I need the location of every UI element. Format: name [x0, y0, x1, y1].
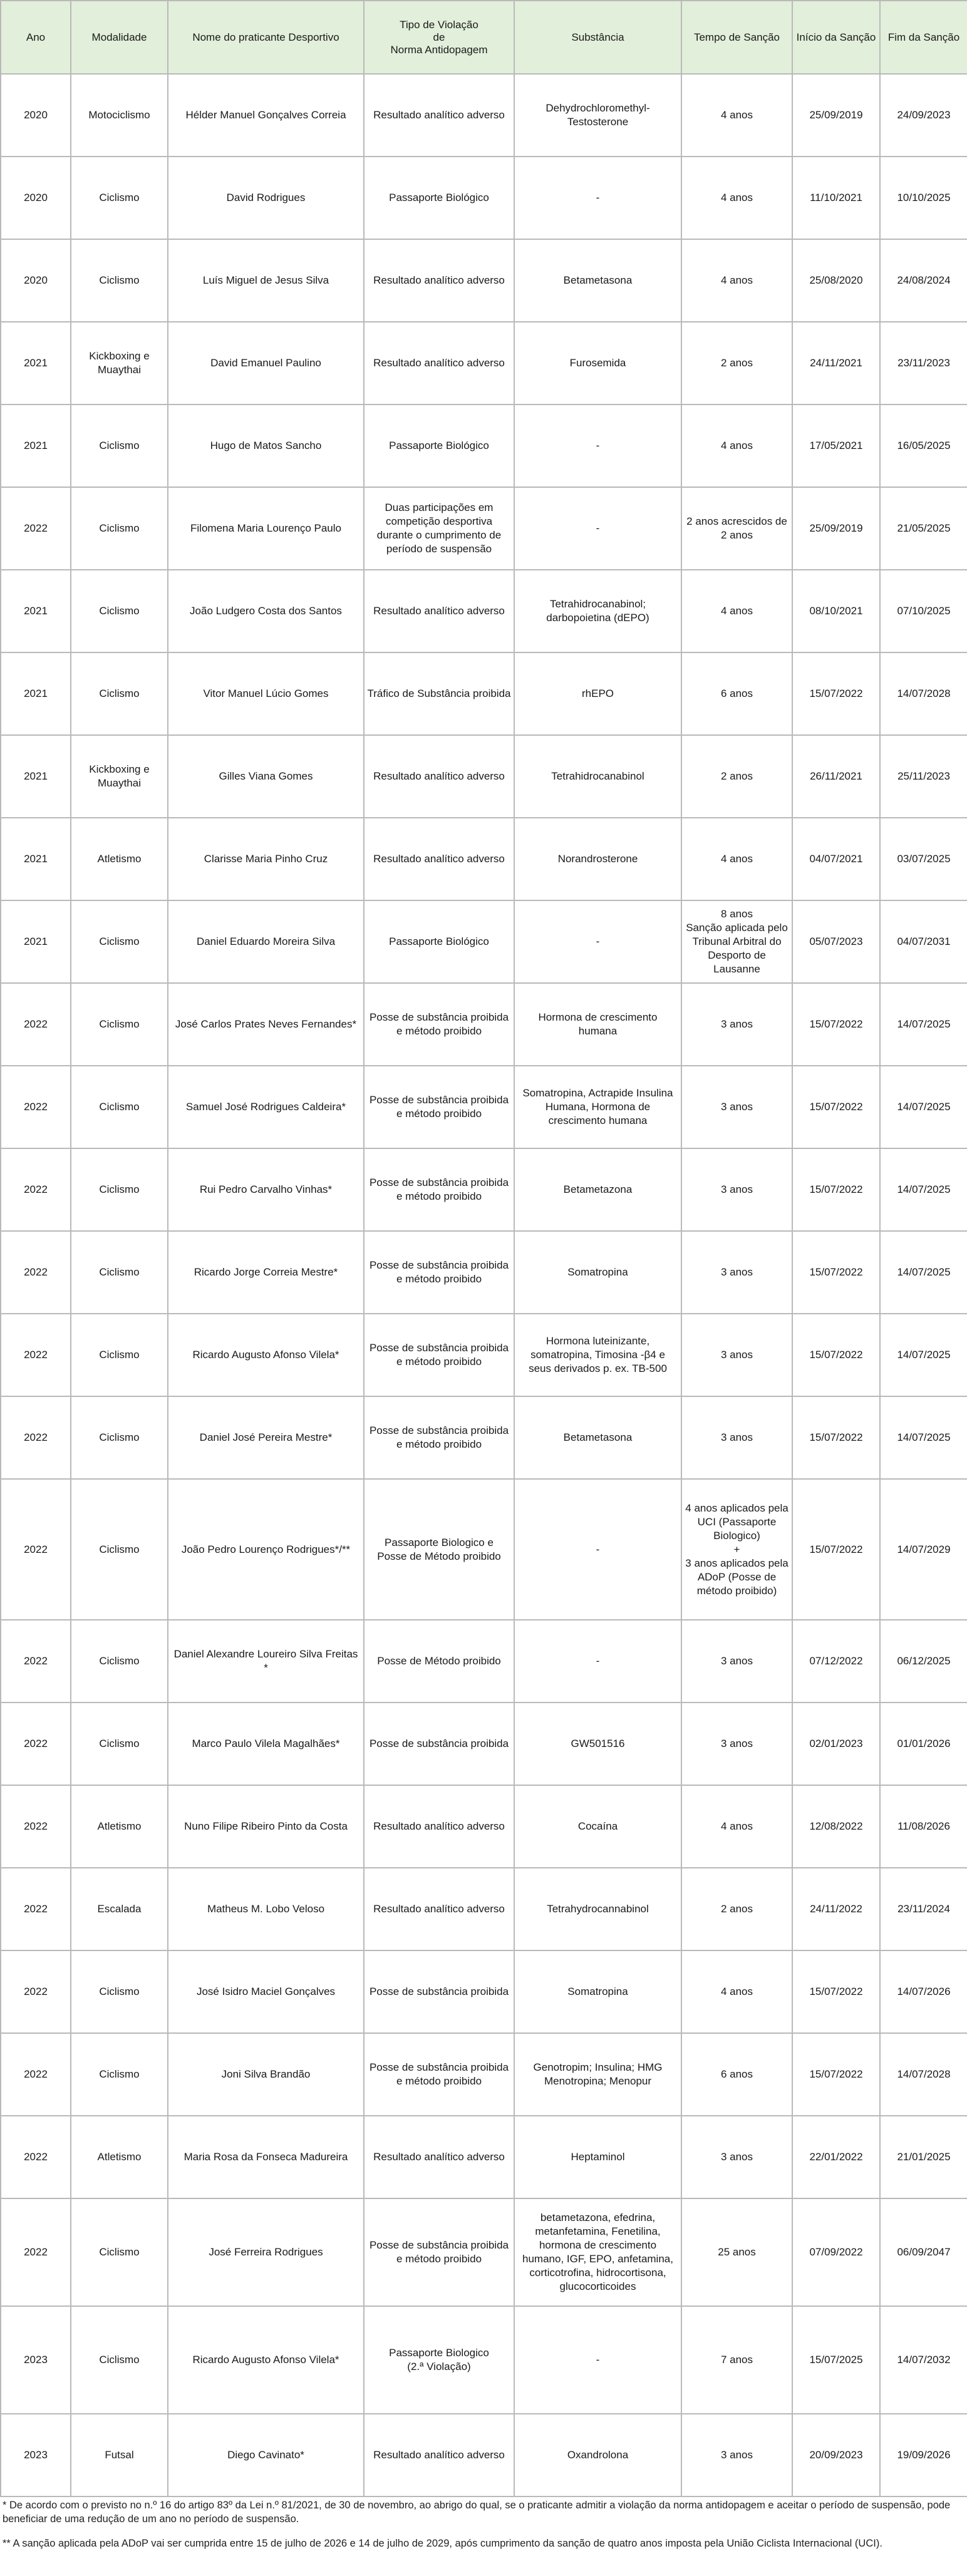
cell-inicio: 15/07/2022: [792, 1396, 880, 1479]
cell-fim: 06/12/2025: [880, 1620, 967, 1703]
cell-modalidade: Atletismo: [71, 1785, 168, 1868]
header-row: [1, 1, 967, 74]
table-row: [1, 1066, 967, 1148]
cell-nome: José Isidro Maciel Gonçalves: [168, 1950, 364, 2033]
table-row: [1, 2116, 967, 2198]
cell-tipo: Posse de substância proibida e método proibido: [364, 1066, 514, 1148]
cell-tempo: 4 anos: [681, 1785, 792, 1868]
cell-tipo: Resultado analítico adverso: [364, 239, 514, 322]
cell-tipo: Resultado analítico adverso: [364, 818, 514, 900]
cell-modalidade: Ciclismo: [71, 1314, 168, 1396]
cell-tempo: 4 anos: [681, 239, 792, 322]
cell-modalidade: Ciclismo: [71, 404, 168, 487]
cell-tempo: 3 anos: [681, 1396, 792, 1479]
cell-fim: 24/08/2024: [880, 239, 967, 322]
cell-nome: Marco Paulo Vilela Magalhães*: [168, 1703, 364, 1785]
cell-nome: João Pedro Lourenço Rodrigues*/**: [168, 1479, 364, 1620]
cell-ano: 2022: [1, 1066, 71, 1148]
table-row: [1, 2306, 967, 2414]
cell-tempo: 3 anos: [681, 1314, 792, 1396]
cell-ano: 2022: [1, 1950, 71, 2033]
cell-tipo: Posse de substância proibida e método proibido: [364, 1231, 514, 1314]
cell-fim: 14/07/2028: [880, 652, 967, 735]
cell-tempo: 7 anos: [681, 2306, 792, 2414]
cell-nome: Filomena Maria Lourenço Paulo: [168, 487, 364, 570]
cell-tempo: 25 anos: [681, 2198, 792, 2306]
header-inicio: Início da Sanção: [792, 1, 880, 74]
cell-substancia: Dehydrochloromethyl- Testosterone: [514, 74, 681, 157]
cell-ano: 2022: [1, 1868, 71, 1950]
cell-nome: Maria Rosa da Fonseca Madureira: [168, 2116, 364, 2198]
cell-fim: 03/07/2025: [880, 818, 967, 900]
cell-inicio: 02/01/2023: [792, 1703, 880, 1785]
cell-fim: 23/11/2024: [880, 1868, 967, 1950]
cell-substancia: Somatropina, Actrapide Insulina Humana, Hormona de crescimento humana: [514, 1066, 681, 1148]
cell-ano: 2022: [1, 2116, 71, 2198]
cell-fim: 14/07/2025: [880, 1396, 967, 1479]
cell-inicio: 15/07/2022: [792, 1314, 880, 1396]
cell-substancia: Heptaminol: [514, 2116, 681, 2198]
cell-inicio: 15/07/2022: [792, 983, 880, 1066]
header-tipo: Tipo de Violação de Norma Antidopagem: [364, 1, 514, 74]
cell-tempo: 4 anos: [681, 74, 792, 157]
cell-inicio: 24/11/2022: [792, 1868, 880, 1950]
cell-substancia: -: [514, 900, 681, 983]
cell-nome: Luís Miguel de Jesus Silva: [168, 239, 364, 322]
cell-tempo: 3 anos: [681, 1066, 792, 1148]
cell-nome: Diego Cavinato*: [168, 2414, 364, 2496]
cell-tempo: 3 anos: [681, 1148, 792, 1231]
table-row: [1, 1479, 967, 1620]
cell-inicio: 15/07/2022: [792, 1231, 880, 1314]
cell-ano: 2023: [1, 2306, 71, 2414]
table-row: [1, 1950, 967, 2033]
cell-tipo: Posse de substância proibida e método proibido: [364, 2198, 514, 2306]
cell-fim: 16/05/2025: [880, 404, 967, 487]
table-row: [1, 2414, 967, 2496]
cell-tipo: Posse de substância proibida e método proibido: [364, 2033, 514, 2116]
cell-inicio: 08/10/2021: [792, 570, 880, 652]
cell-substancia: Somatropina: [514, 1231, 681, 1314]
cell-tempo: 4 anos: [681, 404, 792, 487]
cell-fim: 07/10/2025: [880, 570, 967, 652]
cell-substancia: Genotropim; Insulina; HMG Menotropina; Menopur: [514, 2033, 681, 2116]
cell-substancia: -: [514, 1479, 681, 1620]
table-row: [1, 1148, 967, 1231]
cell-tipo: Resultado analítico adverso: [364, 1868, 514, 1950]
cell-substancia: Hormona luteinizante, somatropina, Timosina -β4 e seus derivados p. ex. TB-500: [514, 1314, 681, 1396]
cell-substancia: Betametazona: [514, 1148, 681, 1231]
cell-substancia: GW501516: [514, 1703, 681, 1785]
cell-fim: 14/07/2025: [880, 1231, 967, 1314]
cell-tipo: Resultado analítico adverso: [364, 322, 514, 404]
cell-substancia: -: [514, 2306, 681, 2414]
cell-tipo: Posse de substância proibida e método proibido: [364, 1396, 514, 1479]
cell-substancia: Tetrahidrocanabinol: [514, 735, 681, 818]
cell-modalidade: Ciclismo: [71, 900, 168, 983]
cell-tipo: Resultado analítico adverso: [364, 2116, 514, 2198]
table-row: [1, 1620, 967, 1703]
cell-tipo: Posse de substância proibida e método proibido: [364, 1314, 514, 1396]
cell-modalidade: Ciclismo: [71, 1950, 168, 2033]
table-row: [1, 1785, 967, 1868]
cell-inicio: 15/07/2022: [792, 1479, 880, 1620]
cell-ano: 2022: [1, 1231, 71, 1314]
cell-ano: 2022: [1, 1703, 71, 1785]
cell-ano: 2022: [1, 2198, 71, 2306]
cell-ano: 2021: [1, 404, 71, 487]
table-row: [1, 1314, 967, 1396]
cell-ano: 2022: [1, 1479, 71, 1620]
table-row: [1, 404, 967, 487]
cell-modalidade: Ciclismo: [71, 1148, 168, 1231]
cell-tipo: Posse de substância proibida e método proibido: [364, 1148, 514, 1231]
cell-tipo: Passaporte Biológico: [364, 404, 514, 487]
cell-nome: Daniel Alexandre Loureiro Silva Freitas *: [168, 1620, 364, 1703]
cell-nome: Vitor Manuel Lúcio Gomes: [168, 652, 364, 735]
cell-ano: 2022: [1, 1396, 71, 1479]
cell-fim: 23/11/2023: [880, 322, 967, 404]
cell-tempo: 2 anos: [681, 735, 792, 818]
cell-substancia: Tetrahidrocanabinol; darbopoietina (dEPO): [514, 570, 681, 652]
cell-nome: Daniel José Pereira Mestre*: [168, 1396, 364, 1479]
cell-ano: 2020: [1, 157, 71, 239]
cell-fim: 11/08/2026: [880, 1785, 967, 1868]
cell-tempo: 2 anos: [681, 1868, 792, 1950]
cell-inicio: 07/12/2022: [792, 1620, 880, 1703]
cell-fim: 14/07/2026: [880, 1950, 967, 2033]
cell-tempo: 8 anos Sanção aplicada pelo Tribunal Arbitral do Desporto de Lausanne: [681, 900, 792, 983]
cell-substancia: betametazona, efedrina, metanfetamina, Fenetilina, hormona de crescimento humano, IGF, EPO, anfetamina, corticotrofina, hidrocortisona, glucocorticoides: [514, 2198, 681, 2306]
cell-tempo: 4 anos aplicados pela UCI (Passaporte Biologico) + 3 anos aplicados pela ADoP (Posse de método proibido): [681, 1479, 792, 1620]
footnote-1: * De acordo com o previsto no n.º 16 do artigo 83º da Lei n.º 81/2021, de 30 de novembro, ao abrigo do qual, se o praticante admitir a violação da norma antidopagem e aceitar o período de suspensão, pode beneficiar de uma redução de um ano no período de suspensão.: [3, 2500, 951, 2525]
cell-tempo: 2 anos: [681, 322, 792, 404]
cell-fim: 10/10/2025: [880, 157, 967, 239]
cell-ano: 2021: [1, 900, 71, 983]
cell-nome: Nuno Filipe Ribeiro Pinto da Costa: [168, 1785, 364, 1868]
cell-tipo: Posse de Método proibido: [364, 1620, 514, 1703]
cell-ano: 2022: [1, 983, 71, 1066]
table-row: [1, 983, 967, 1066]
cell-tipo: Passaporte Biológico: [364, 157, 514, 239]
cell-tempo: 3 anos: [681, 2414, 792, 2496]
cell-tempo: 3 anos: [681, 1231, 792, 1314]
cell-substancia: Somatropina: [514, 1950, 681, 2033]
cell-modalidade: Kickboxing e Muaythai: [71, 322, 168, 404]
cell-tipo: Passaporte Biológico: [364, 900, 514, 983]
cell-inicio: 26/11/2021: [792, 735, 880, 818]
cell-inicio: 05/07/2023: [792, 900, 880, 983]
cell-tempo: 6 anos: [681, 2033, 792, 2116]
header-nome: Nome do praticante Desportivo: [168, 1, 364, 74]
cell-ano: 2022: [1, 487, 71, 570]
table-row: [1, 1396, 967, 1479]
cell-nome: Hélder Manuel Gonçalves Correia: [168, 74, 364, 157]
cell-inicio: 15/07/2022: [792, 2033, 880, 2116]
cell-tempo: 3 anos: [681, 983, 792, 1066]
cell-modalidade: Ciclismo: [71, 570, 168, 652]
cell-nome: Rui Pedro Carvalho Vinhas*: [168, 1148, 364, 1231]
cell-tempo: 4 anos: [681, 157, 792, 239]
cell-inicio: 25/09/2019: [792, 487, 880, 570]
cell-nome: José Carlos Prates Neves Fernandes*: [168, 983, 364, 1066]
table-row: [1, 570, 967, 652]
table-row: [1, 2198, 967, 2306]
cell-tipo: Posse de substância proibida: [364, 1950, 514, 2033]
cell-ano: 2022: [1, 1148, 71, 1231]
cell-modalidade: Ciclismo: [71, 1703, 168, 1785]
cell-inicio: 25/09/2019: [792, 74, 880, 157]
cell-ano: 2020: [1, 74, 71, 157]
cell-tempo: 3 anos: [681, 2116, 792, 2198]
cell-fim: 14/07/2025: [880, 1066, 967, 1148]
cell-substancia: Tetrahydrocannabinol: [514, 1868, 681, 1950]
cell-inicio: 15/07/2022: [792, 1950, 880, 2033]
cell-inicio: 04/07/2021: [792, 818, 880, 900]
cell-inicio: 25/08/2020: [792, 239, 880, 322]
cell-tipo: Passaporte Biologico (2.ª Violação): [364, 2306, 514, 2414]
cell-tipo: Passaporte Biologico e Posse de Método proibido: [364, 1479, 514, 1620]
cell-inicio: 22/01/2022: [792, 2116, 880, 2198]
cell-substancia: Furosemida: [514, 322, 681, 404]
cell-modalidade: Ciclismo: [71, 487, 168, 570]
cell-substancia: Betametasona: [514, 1396, 681, 1479]
header-modalidade: Modalidade: [71, 1, 168, 74]
cell-tipo: Resultado analítico adverso: [364, 570, 514, 652]
cell-fim: 04/07/2031: [880, 900, 967, 983]
cell-modalidade: Ciclismo: [71, 652, 168, 735]
cell-inicio: 15/07/2022: [792, 1148, 880, 1231]
cell-inicio: 20/09/2023: [792, 2414, 880, 2496]
cell-ano: 2021: [1, 322, 71, 404]
cell-nome: Matheus M. Lobo Veloso: [168, 1868, 364, 1950]
table-row: [1, 735, 967, 818]
header-substancia: Substância: [514, 1, 681, 74]
cell-nome: David Emanuel Paulino: [168, 322, 364, 404]
header-tempo: Tempo de Sanção: [681, 1, 792, 74]
header-ano: Ano: [1, 1, 71, 74]
cell-nome: Ricardo Jorge Correia Mestre*: [168, 1231, 364, 1314]
cell-nome: José Ferreira Rodrigues: [168, 2198, 364, 2306]
cell-ano: 2021: [1, 735, 71, 818]
cell-ano: 2023: [1, 2414, 71, 2496]
cell-tipo: Duas participações em competição desportiva durante o cumprimento de período de suspensão: [364, 487, 514, 570]
table-row: [1, 1703, 967, 1785]
cell-ano: 2021: [1, 818, 71, 900]
cell-tipo: Resultado analítico adverso: [364, 74, 514, 157]
table-row: [1, 652, 967, 735]
cell-substancia: -: [514, 157, 681, 239]
cell-nome: David Rodrigues: [168, 157, 364, 239]
cell-nome: Hugo de Matos Sancho: [168, 404, 364, 487]
cell-fim: 14/07/2032: [880, 2306, 967, 2414]
footnote-2: ** A sanção aplicada pela ADoP vai ser cumprida entre 15 de julho de 2026 e 14 de julho de 2029, após cumprimento da sanção de quatro anos imposta pela União Ciclista Internacional (UCI).: [3, 2538, 882, 2549]
cell-tempo: 4 anos: [681, 818, 792, 900]
cell-modalidade: Ciclismo: [71, 239, 168, 322]
cell-substancia: Cocaína: [514, 1785, 681, 1868]
cell-inicio: 24/11/2021: [792, 322, 880, 404]
table-row: [1, 157, 967, 239]
cell-substancia: Hormona de crescimento humana: [514, 983, 681, 1066]
cell-substancia: -: [514, 1620, 681, 1703]
cell-tipo: Tráfico de Substância proibida: [364, 652, 514, 735]
cell-tempo: 3 anos: [681, 1620, 792, 1703]
cell-fim: 14/07/2028: [880, 2033, 967, 2116]
cell-tipo: Resultado analítico adverso: [364, 2414, 514, 2496]
cell-modalidade: Atletismo: [71, 818, 168, 900]
cell-nome: João Ludgero Costa dos Santos: [168, 570, 364, 652]
cell-ano: 2022: [1, 1620, 71, 1703]
cell-modalidade: Ciclismo: [71, 1479, 168, 1620]
cell-modalidade: Escalada: [71, 1868, 168, 1950]
cell-substancia: rhEPO: [514, 652, 681, 735]
header-fim: Fim da Sanção: [880, 1, 967, 74]
cell-ano: 2022: [1, 1785, 71, 1868]
cell-ano: 2022: [1, 1314, 71, 1396]
cell-nome: Ricardo Augusto Afonso Vilela*: [168, 1314, 364, 1396]
cell-nome: Clarisse Maria Pinho Cruz: [168, 818, 364, 900]
cell-modalidade: Motociclismo: [71, 74, 168, 157]
cell-substancia: Norandrosterone: [514, 818, 681, 900]
cell-tipo: Resultado analítico adverso: [364, 1785, 514, 1868]
cell-modalidade: Ciclismo: [71, 157, 168, 239]
cell-nome: Daniel Eduardo Moreira Silva: [168, 900, 364, 983]
cell-tempo: 6 anos: [681, 652, 792, 735]
cell-tipo: Posse de substância proibida e método proibido: [364, 983, 514, 1066]
cell-modalidade: Kickboxing e Muaythai: [71, 735, 168, 818]
cell-ano: 2020: [1, 239, 71, 322]
cell-fim: 25/11/2023: [880, 735, 967, 818]
cell-inicio: 15/07/2025: [792, 2306, 880, 2414]
cell-tipo: Resultado analítico adverso: [364, 735, 514, 818]
cell-nome: Samuel José Rodrigues Caldeira*: [168, 1066, 364, 1148]
cell-nome: Ricardo Augusto Afonso Vilela*: [168, 2306, 364, 2414]
table-row: [1, 1231, 967, 1314]
table-row: [1, 322, 967, 404]
table-row: [1, 239, 967, 322]
cell-fim: 14/07/2025: [880, 1148, 967, 1231]
cell-fim: 06/09/2047: [880, 2198, 967, 2306]
cell-modalidade: Ciclismo: [71, 1066, 168, 1148]
cell-modalidade: Ciclismo: [71, 1396, 168, 1479]
cell-ano: 2021: [1, 570, 71, 652]
table-row: [1, 487, 967, 570]
footnotes: [0, 2498, 961, 2561]
cell-modalidade: Futsal: [71, 2414, 168, 2496]
cell-nome: Gilles Viana Gomes: [168, 735, 364, 818]
cell-fim: 14/07/2025: [880, 1314, 967, 1396]
cell-tempo: 4 anos: [681, 570, 792, 652]
cell-inicio: 15/07/2022: [792, 652, 880, 735]
cell-inicio: 12/08/2022: [792, 1785, 880, 1868]
cell-fim: 24/09/2023: [880, 74, 967, 157]
cell-tempo: 2 anos acrescidos de 2 anos: [681, 487, 792, 570]
cell-modalidade: Ciclismo: [71, 2033, 168, 2116]
cell-nome: Joni Silva Brandão: [168, 2033, 364, 2116]
cell-substancia: Betametasona: [514, 239, 681, 322]
cell-inicio: 15/07/2022: [792, 1066, 880, 1148]
cell-inicio: 07/09/2022: [792, 2198, 880, 2306]
cell-fim: 01/01/2026: [880, 1703, 967, 1785]
cell-fim: 14/07/2029: [880, 1479, 967, 1620]
cell-tipo: Posse de substância proibida: [364, 1703, 514, 1785]
cell-inicio: 11/10/2021: [792, 157, 880, 239]
cell-fim: 19/09/2026: [880, 2414, 967, 2496]
cell-modalidade: Ciclismo: [71, 2198, 168, 2306]
cell-modalidade: Ciclismo: [71, 1620, 168, 1703]
table-row: [1, 818, 967, 900]
cell-fim: 21/05/2025: [880, 487, 967, 570]
cell-substancia: Oxandrolona: [514, 2414, 681, 2496]
cell-substancia: -: [514, 404, 681, 487]
table-row: [1, 2033, 967, 2116]
cell-inicio: 17/05/2021: [792, 404, 880, 487]
table-row: [1, 1868, 967, 1950]
table-row: [1, 900, 967, 983]
cell-modalidade: Ciclismo: [71, 983, 168, 1066]
cell-tempo: 4 anos: [681, 1950, 792, 2033]
cell-ano: 2022: [1, 2033, 71, 2116]
cell-substancia: -: [514, 487, 681, 570]
cell-ano: 2021: [1, 652, 71, 735]
cell-modalidade: Atletismo: [71, 2116, 168, 2198]
table-row: [1, 74, 967, 157]
cell-modalidade: Ciclismo: [71, 2306, 168, 2414]
cell-fim: 14/07/2025: [880, 983, 967, 1066]
cell-tempo: 3 anos: [681, 1703, 792, 1785]
cell-modalidade: Ciclismo: [71, 1231, 168, 1314]
cell-fim: 21/01/2025: [880, 2116, 967, 2198]
